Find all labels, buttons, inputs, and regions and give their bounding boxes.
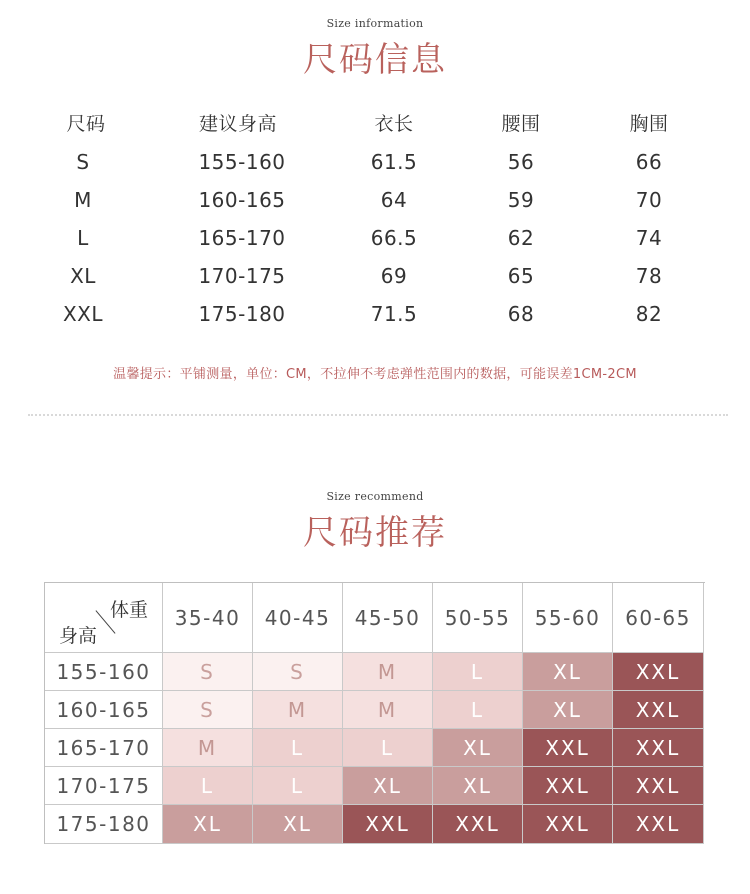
size-cell: XXL <box>613 653 704 691</box>
cell-height: 160-165 <box>198 188 286 212</box>
cell-size: S <box>76 150 90 174</box>
size-cell: L <box>433 653 523 691</box>
size-cell: L <box>343 729 433 767</box>
size-cell: L <box>433 691 523 729</box>
size-cell: XL <box>523 691 613 729</box>
size-cell: XL <box>523 653 613 691</box>
size-recommend-subtitle: Size recommend <box>326 490 424 503</box>
height-header-cell: 175-180 <box>45 805 163 844</box>
size-cell: XL <box>433 729 523 767</box>
size-recommend-title: 尺码推荐 <box>303 513 447 553</box>
size-cell: XXL <box>343 805 433 844</box>
size-cell: XXL <box>613 767 704 805</box>
size-cell: M <box>343 691 433 729</box>
size-info-table <box>0 108 750 336</box>
header-length: 衣长 <box>374 113 414 135</box>
cell-waist: 65 <box>507 264 535 288</box>
cell-height: 155-160 <box>198 150 286 174</box>
size-cell: S <box>253 653 343 691</box>
size-cell: XXL <box>433 805 523 844</box>
height-header-cell: 155-160 <box>45 653 163 691</box>
size-cell: S <box>163 691 253 729</box>
cell-height: 175-180 <box>198 302 286 326</box>
cell-chest: 66 <box>635 150 663 174</box>
table-row <box>0 184 750 222</box>
cell-length: 71.5 <box>370 302 418 326</box>
cell-length: 61.5 <box>370 150 418 174</box>
dotted-divider <box>28 414 728 416</box>
cell-size: XXL <box>62 302 104 326</box>
cell-height: 165-170 <box>198 226 286 250</box>
measurement-note: 温馨提示：平铺测量，单位：CM，不拉伸不考虑弹性范围内的数据，可能误差1CM-2CM <box>113 367 637 382</box>
cell-waist: 56 <box>507 150 535 174</box>
cell-height: 170-175 <box>198 264 286 288</box>
height-axis-label: 身高 <box>59 625 98 647</box>
size-info-header-row <box>0 108 750 146</box>
cell-length: 66.5 <box>370 226 418 250</box>
table-row <box>0 298 750 336</box>
cell-chest: 74 <box>635 226 663 250</box>
size-cell: L <box>253 767 343 805</box>
size-cell: XXL <box>613 805 704 844</box>
weight-header-cell: 45-50 <box>343 583 433 653</box>
cell-chest: 78 <box>635 264 663 288</box>
height-header-cell: 165-170 <box>45 729 163 767</box>
weight-header-cell: 60-65 <box>613 583 704 653</box>
weight-header-cell: 55-60 <box>523 583 613 653</box>
size-cell: L <box>253 729 343 767</box>
cell-size: XL <box>70 264 96 288</box>
size-cell: XXL <box>613 729 704 767</box>
size-cell: S <box>163 653 253 691</box>
table-row <box>0 222 750 260</box>
size-cell: XL <box>253 805 343 844</box>
size-cell: XXL <box>523 805 613 844</box>
weight-header-cell: 35-40 <box>163 583 253 653</box>
size-cell: XL <box>163 805 253 844</box>
size-info-title: 尺码信息 <box>303 40 447 80</box>
header-waist: 腰围 <box>501 113 541 135</box>
cell-size: L <box>77 226 89 250</box>
cell-length: 69 <box>380 264 408 288</box>
size-cell: XXL <box>613 691 704 729</box>
cell-size: M <box>74 188 92 212</box>
header-size: 尺码 <box>66 113 106 135</box>
size-cell: M <box>343 653 433 691</box>
header-chest: 胸围 <box>629 113 669 135</box>
header-height: 建议身高 <box>198 113 277 135</box>
cell-waist: 59 <box>507 188 535 212</box>
cell-chest: 82 <box>635 302 663 326</box>
size-cell: XXL <box>523 729 613 767</box>
table-row <box>0 260 750 298</box>
weight-header-cell: 50-55 <box>433 583 523 653</box>
cell-waist: 62 <box>507 226 535 250</box>
size-cell: XXL <box>523 767 613 805</box>
height-header-cell: 160-165 <box>45 691 163 729</box>
cell-chest: 70 <box>635 188 663 212</box>
weight-axis-label: 体重 <box>109 599 148 621</box>
grid-corner-header <box>45 583 163 653</box>
size-cell: M <box>163 729 253 767</box>
size-cell: XL <box>433 767 523 805</box>
size-cell: M <box>253 691 343 729</box>
weight-header-cell: 40-45 <box>253 583 343 653</box>
size-cell: L <box>163 767 253 805</box>
cell-length: 64 <box>380 188 408 212</box>
size-recommend-grid <box>44 582 705 844</box>
cell-waist: 68 <box>507 302 535 326</box>
table-row <box>0 146 750 184</box>
size-cell: XL <box>343 767 433 805</box>
height-header-cell: 170-175 <box>45 767 163 805</box>
size-info-subtitle: Size information <box>326 17 424 30</box>
